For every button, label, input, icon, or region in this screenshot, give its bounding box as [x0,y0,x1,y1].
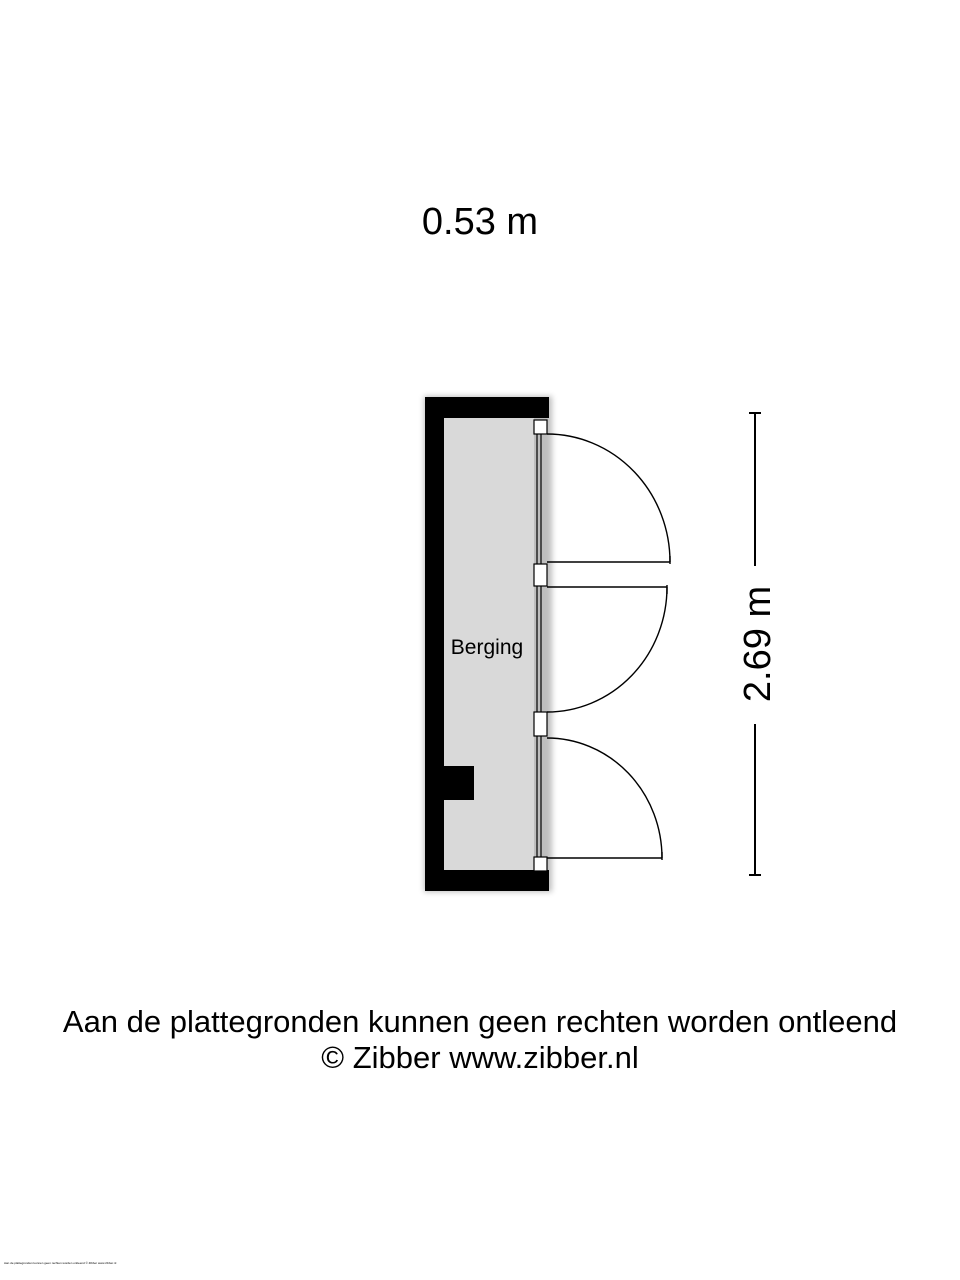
door-swing-2 [547,587,667,712]
wall-bottom [425,870,549,891]
room-label: Berging [450,636,524,659]
wall-block [443,766,474,800]
height-dimension-label: 2.69 m [737,585,779,703]
small-print: Aan de plattegronden kunnen geen rechten worden ontleend © Zibber www.zibber.nl [4,1261,117,1265]
disclaimer [0,1004,960,1076]
width-dimension-label: 0.53 m [421,201,539,243]
wall-top [425,397,549,418]
wall-left [425,397,444,891]
disclaimer-line-2: © Zibber www.zibber.nl [321,1040,639,1075]
door-swing-1 [547,434,670,562]
door-swings [547,434,670,860]
door-swing-3 [547,738,662,858]
disclaimer-line-1: Aan de plattegronden kunnen geen rechten worden ontleend [62,1004,898,1039]
